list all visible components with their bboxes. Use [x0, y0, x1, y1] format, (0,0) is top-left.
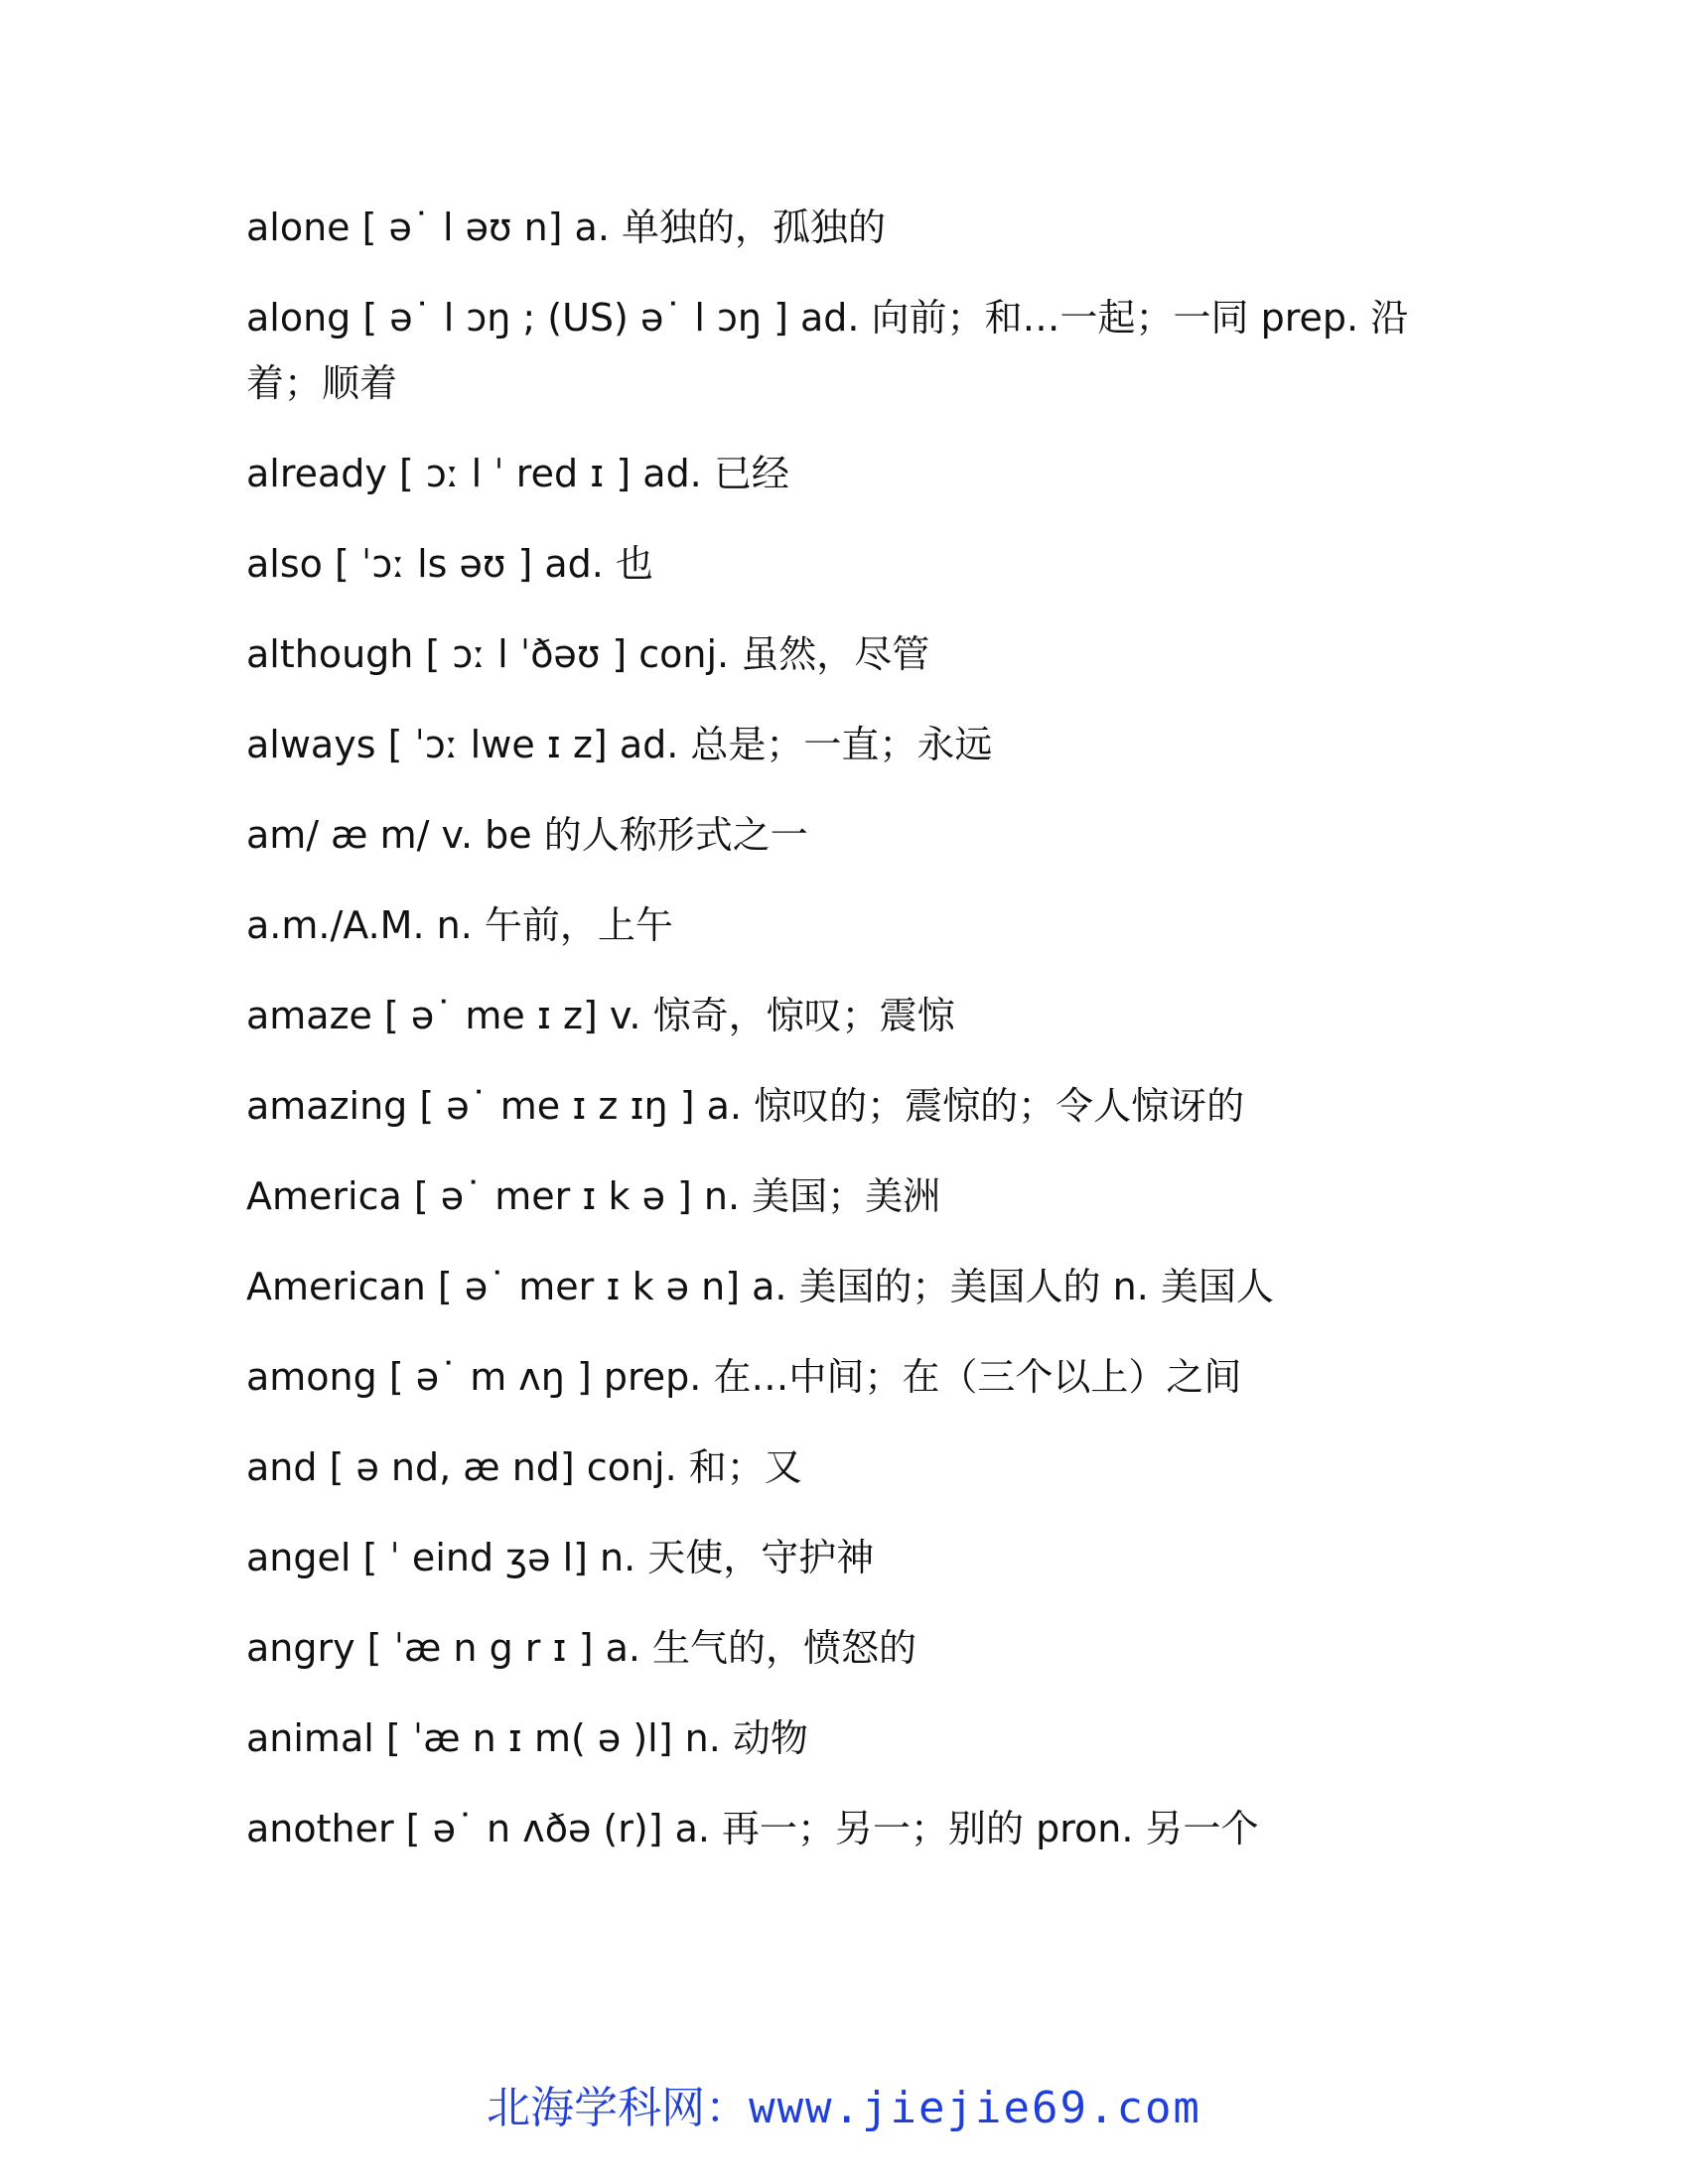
vocab-entry: amaze [ ə˙ me ɪ z] v. 惊奇，惊叹；震惊	[246, 994, 955, 1037]
footer-watermark	[0, 2079, 1688, 2138]
vocab-entry: another [ ə˙ n ʌðə (r)] a. 再一；另一；别的 pron. 另一个	[246, 1807, 1259, 1850]
vocab-entry: am/ æ m/ v. be 的人称形式之一	[246, 813, 808, 857]
vocab-entry: angry [ ˈæ n g r ɪ ] a. 生气的，愤怒的	[246, 1626, 917, 1670]
vocab-entry: amazing [ ə˙ me ɪ z ɪŋ ] a. 惊叹的；震惊的；令人惊讶的	[246, 1084, 1245, 1128]
vocab-entry: and [ ə nd, æ nd] conj. 和；又	[246, 1445, 802, 1489]
vocabulary-list	[246, 195, 1438, 1886]
vocab-entry: along [ ə˙ l ɔŋ ; (US) ə˙ l ɔŋ ] ad. 向前；和…一起；一同 prep. 沿着；顺着	[246, 296, 1409, 405]
vocab-entry: although [ ɔː l ˈðəʊ ] conj. 虽然，尽管	[246, 632, 930, 676]
vocab-entry: among [ ə˙ m ʌŋ ] prep. 在…中间；在（三个以上）之间	[246, 1355, 1242, 1399]
vocab-entry: American [ ə˙ mer ɪ k ə n] a. 美国的；美国人的 n. 美国人	[246, 1265, 1274, 1308]
footer-url[interactable]: www.jiejie69.com	[749, 2083, 1201, 2133]
vocab-entry: angel [ ˈ eind ʒə l] n. 天使，守护神	[246, 1536, 875, 1579]
vocab-entry: always [ ˈɔː lwe ɪ z] ad. 总是；一直；永远	[246, 723, 993, 766]
vocab-entry: animal [ ˈæ n ɪ m( ə )l] n. 动物	[246, 1716, 808, 1760]
vocab-entry: America [ ə˙ mer ɪ k ə ] n. 美国；美洲	[246, 1174, 941, 1218]
vocab-entry: alone [ ə˙ l əʊ n] a. 单独的，孤独的	[246, 205, 886, 249]
vocab-entry: already [ ɔː l ˈ red ɪ ] ad. 已经	[246, 452, 789, 495]
vocab-entry: also [ ˈɔː ls əʊ ] ad. 也	[246, 542, 653, 586]
footer-site-name: 北海学科网：	[487, 2083, 750, 2133]
vocab-entry: a.m./A.M. n. 午前，上午	[246, 903, 673, 947]
